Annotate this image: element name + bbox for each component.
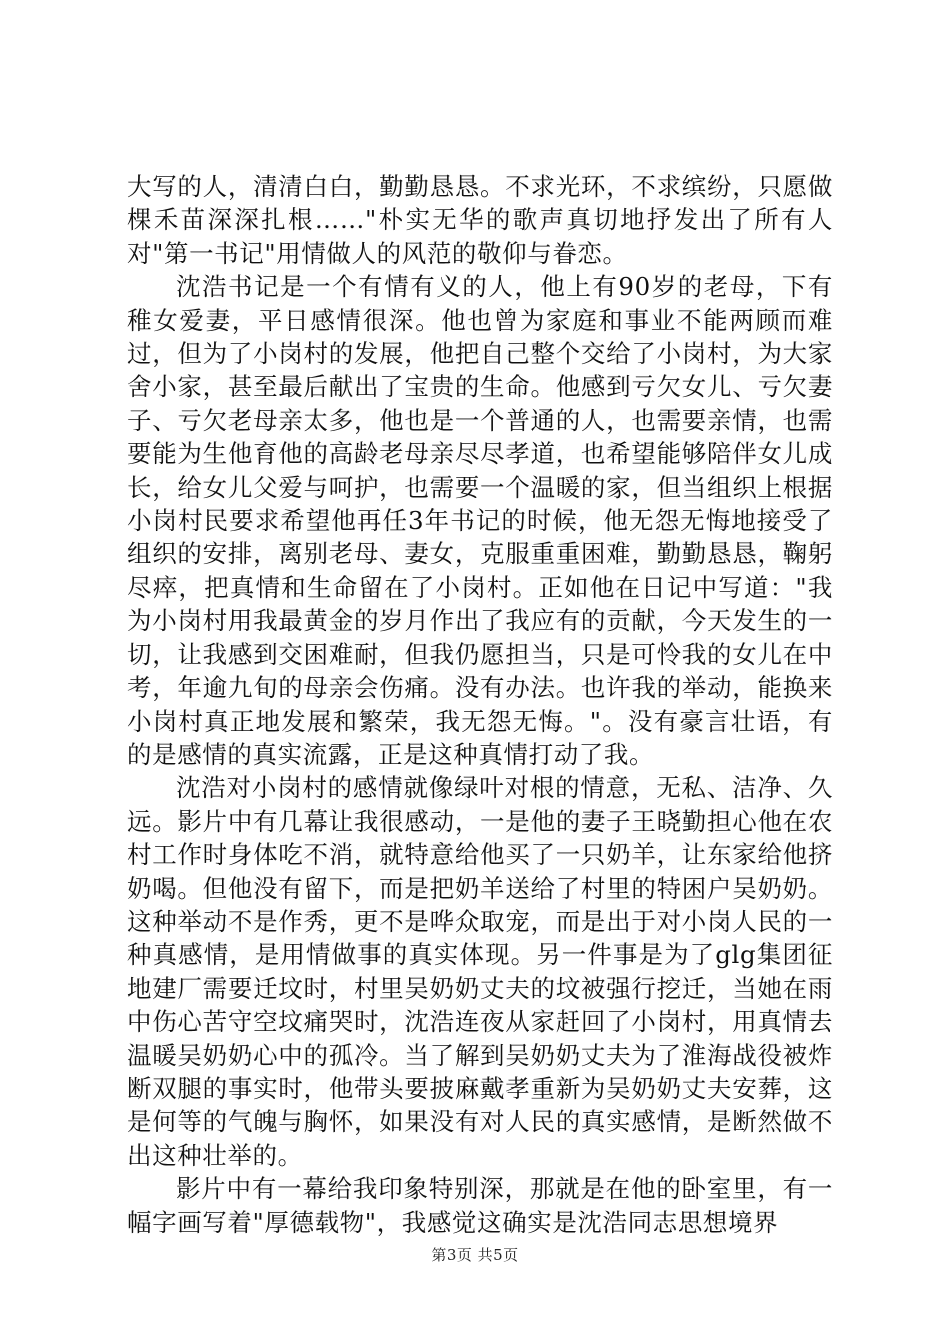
body-text	[127, 170, 833, 1239]
paragraph: 沈浩对小岗村的感情就像绿叶对根的情意，无私、洁净、久远。影片中有几幕让我很感动，一是他的妻子王晓勤担心他在农村工作时身体吃不消，就特意给他买了一只奶羊，让东家给他挤奶喝。但他没有留下，而是把奶羊送给了村里的特困户吴奶奶。这种举动不是作秀，更不是哗众取宠，而是出于对小岗人民的一种真感情，是用情做事的真实体现。另一件事是为了glg集团征地建厂需要迁坟时，村里吴奶奶丈夫的坟被强行挖迁，当她在雨中伤心苦守空坟痛哭时，沈浩连夜从家赶回了小岗村，用真情去温暖吴奶奶心中的孤冷。当了解到吴奶奶丈夫为了淮海战役被炸断双腿的事实时，他带头要披麻戴孝重新为吴奶奶丈夫安葬，这是何等的气魄与胸怀，如果没有对人民的真实感情，是断然做不出这种壮举的。	[127, 773, 833, 1170]
paragraph-continued: 大写的人，清清白白，勤勤恳恳。不求光环，不求缤纷，只愿做棵禾苗深深扎根……"朴实无华的歌声真切地抒发出了所有人对"第一书记"用情做人的风范的敬仰与眷恋。	[127, 172, 833, 268]
page-footer: 第3页 共5页	[431, 1246, 519, 1264]
paragraph: 影片中有一幕给我印象特别深，那就是在他的卧室里，有一幅字画写着"厚德载物"，我感觉这确实是沈浩同志思想境界	[127, 1174, 833, 1237]
paragraph: 沈浩书记是一个有情有义的人，他上有90岁的老母，下有稚女爱妻，平日感情很深。他也曾为家庭和事业不能两顾而难过，但为了小岗村的发展，他把自己整个交给了小岗村，为大家舍小家，甚至最后献出了宝贵的生命。他感到亏欠女儿、亏欠妻子、亏欠老母亲太多，他也是一个普通的人，也需要亲情，也需要能为生他育他的高龄老母亲尽尽孝道，也希望能够陪伴女儿成长，给女儿父爱与呵护，也需要一个温暖的家，但当组织上根据小岗村民要求希望他再任3年书记的时候，他无怨无悔地接受了组织的安排，离别老母、妻女，克服重重困难，勤勤恳恳，鞠躬尽瘁，把真情和生命留在了小岗村。正如他在日记中写道："我为小岗村用我最黄金的岁月作出了我应有的贡献，今天发生的一切，让我感到交困难耐，但我仍愿担当，只是可怜我的女儿在中考，年逾九旬的母亲会伤痛。没有办法。也许我的举动，能换来小岗村真正地发展和繁荣，我无怨无悔。"。没有豪言壮语，有的是感情的真实流露，正是这种真情打动了我。	[127, 272, 833, 769]
